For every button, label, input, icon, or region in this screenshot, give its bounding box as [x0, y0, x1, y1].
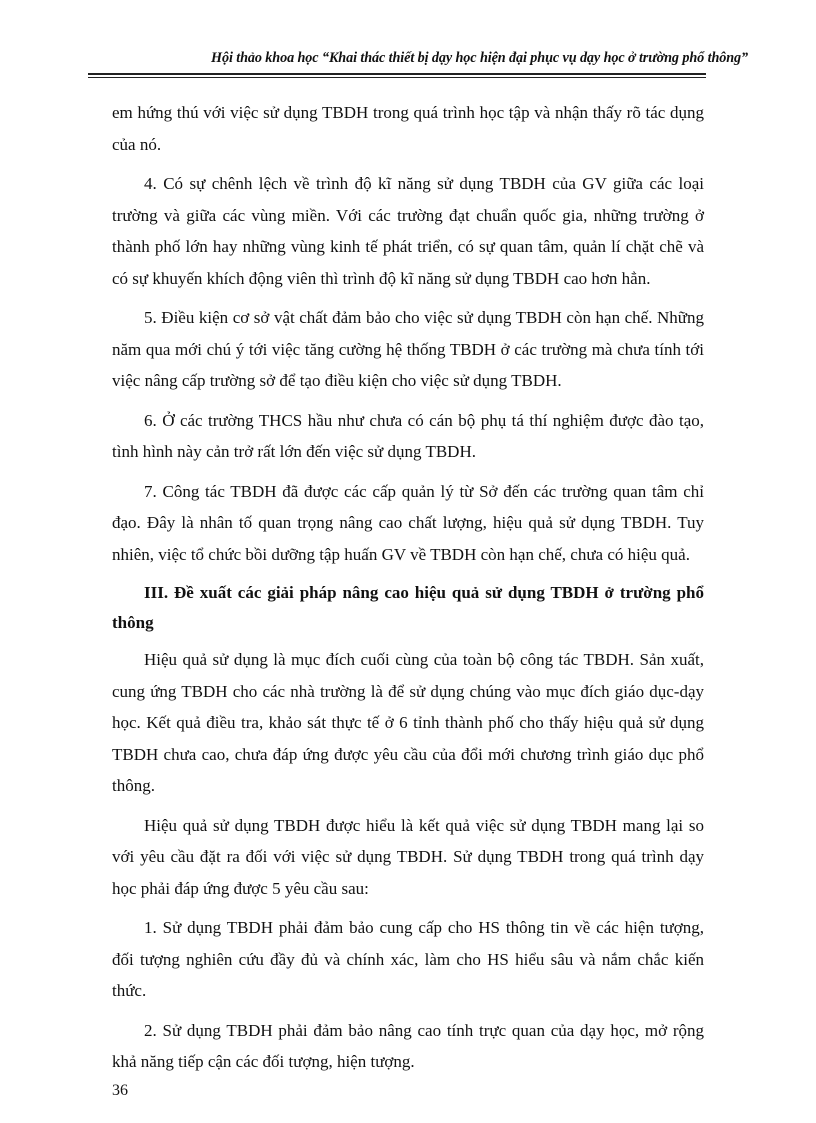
paragraph-section-definition: Hiệu quả sử dụng TBDH được hiểu là kết quả việc sử dụng TBDH mang lại so với yêu cầu đặt ra đối với việc sử dụng TBDH. Sử dụng TBDH trong quá trình dạy học phải đáp ứng được 5 yêu cầu sau:: [112, 815, 704, 898]
header-rule-thin: [88, 77, 706, 78]
paragraph-item-6: 6. Ở các trường THCS hầu như chưa có cán bộ phụ tá thí nghiệm được đào tạo, tình hình này cản trở rất lớn đến việc sử dụng TBDH.: [112, 410, 704, 461]
header-rule-thick: [88, 73, 706, 75]
requirement-item-1: 1. Sử dụng TBDH phải đảm bảo cung cấp cho HS thông tin về các hiện tượng, đối tượng nghiên cứu đầy đủ và chính xác, làm cho HS hiểu sâu và nắm chắc kiến thức.: [112, 918, 704, 1000]
paragraph-item-4: 4. Có sự chênh lệch về trình độ kĩ năng sử dụng TBDH của GV giữa các loại trường và giữa các vùng miền. Với các trường đạt chuẩn quốc gia, những trường ở thành phố lớn hay những vùng kinh tế phát triển, có sự quan tâm, quản lí chặt chẽ và có sự khuyến khích động viên thì trình độ kĩ năng sử dụng TBDH cao hơn hẳn.: [112, 174, 704, 288]
requirement-item-2: 2. Sử dụng TBDH phải đảm bảo nâng cao tính trực quan của dạy học, mở rộng khả năng tiếp cận các đối tượng, hiện tượng.: [112, 1020, 704, 1071]
page-body: [112, 97, 704, 1086]
page-number: 36: [112, 1082, 128, 1099]
paragraph-continued: em hứng thú với việc sử dụng TBDH trong quá trình học tập và nhận thấy rõ tác dụng của nó.: [112, 103, 704, 154]
running-header: Hội thảo khoa học “Khai thác thiết bị dạy học hiện đại phục vụ dạy học ở trường phổ thông”: [211, 50, 748, 66]
section-heading: III. Đề xuất các giải pháp nâng cao hiệu quả sử dụng TBDH ở trường phổ thông: [112, 583, 704, 632]
paragraph-section-intro: Hiệu quả sử dụng là mục đích cuối cùng của toàn bộ công tác TBDH. Sản xuất, cung ứng TBDH cho các nhà trường là để sử dụng chúng vào mục đích giáo dục-dạy học. Kết quả điều tra, khảo sát thực tế ở 6 tỉnh thành phố cho thấy hiệu quả sử dụng TBDH chưa cao, chưa đáp ứng được yêu cầu của đổi mới chương trình giáo dục phổ thông.: [112, 650, 704, 795]
paragraph-item-5: 5. Điều kiện cơ sở vật chất đảm bảo cho việc sử dụng TBDH còn hạn chế. Những năm qua mới chú ý tới việc tăng cường hệ thống TBDH ở các trường mà chưa tính tới việc nâng cấp trường sở để tạo điều kiện cho việc sử dụng TBDH.: [112, 308, 704, 390]
paragraph-item-7: 7. Công tác TBDH đã được các cấp quản lý từ Sở đến các trường quan tâm chỉ đạo. Đây là nhân tố quan trọng nâng cao chất lượng, hiệu quả sử dụng TBDH. Tuy nhiên, việc tổ chức bồi dưỡng tập huấn GV về TBDH còn hạn chế, chưa có hiệu quả.: [112, 481, 704, 564]
